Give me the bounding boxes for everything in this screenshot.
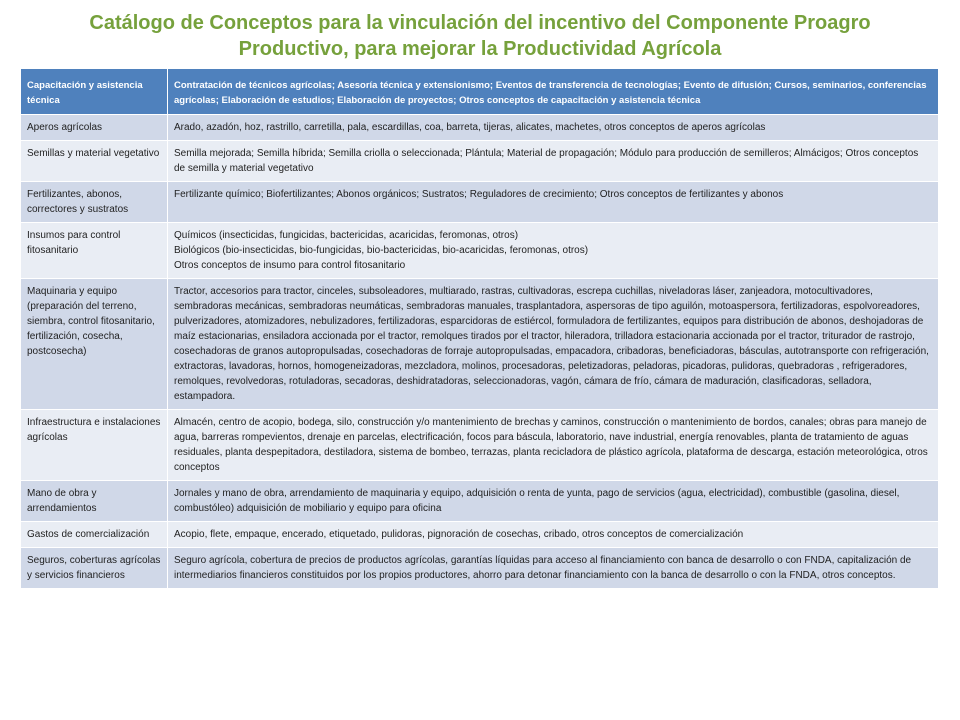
table-row xyxy=(21,481,939,522)
page-title xyxy=(0,10,960,62)
concepts-cell: Acopio, flete, empaque, encerado, etiquetado, pulidoras, pignoración de cosechas, cribado, otros conceptos de comercialización xyxy=(168,522,939,548)
concepts-cell: Seguro agrícola, cobertura de precios de productos agrícolas, garantías líquidas para acceso al financiamiento con banca de desarrollo o con FNDA, capitalización de intermediarios financieros constituidos por los propios productores, ahorro para detonar financiamiento con la banca de desarrollo o con la FNDA, otros conceptos. xyxy=(168,548,939,589)
concepts-cell xyxy=(168,223,939,279)
category-cell: Semillas y material vegetativo xyxy=(21,141,168,182)
page-title-line-2: Productivo, para mejorar la Productividad Agrícola xyxy=(238,38,722,60)
table-row xyxy=(21,141,939,182)
concepts-cell: Semilla mejorada; Semilla híbrida; Semilla criolla o seleccionada; Plántula; Material de propagación; Módulo para producción de semilleros; Almácigos; Otros conceptos de semilla y material vegetativo xyxy=(168,141,939,182)
concepts-cell: Arado, azadón, hoz, rastrillo, carretilla, pala, escardillas, coa, barreta, tijeras, alicates, machetes, otros conceptos de aperos agrícolas xyxy=(168,115,939,141)
page-title-line-1: Catálogo de Conceptos para la vinculación del incentivo del Componente Proagro xyxy=(89,12,871,34)
concept-line: Químicos (insecticidas, fungicidas, bactericidas, acaricidas, feromonas, otros) xyxy=(174,230,519,241)
table-row xyxy=(21,279,939,410)
category-cell: Capacitación y asistencia técnica xyxy=(21,69,168,115)
category-cell: Fertilizantes, abonos, correctores y sustratos xyxy=(21,182,168,223)
category-cell: Mano de obra y arrendamientos xyxy=(21,481,168,522)
concepts-cell: Almacén, centro de acopio, bodega, silo, construcción y/o mantenimiento de brechas y caminos, construcción o mantenimiento de bordos, canales; obras para manejo de agua, barreras rompevientos, drenaje en parcelas, electrificación, focos para báscula, laboratorio, nave industrial, energía renovables, planta de tratamiento de aguas residuales, planta despepitadora, destiladora, sistema de bombeo, terrazas, planta recicladora de plástico agrícola, plataforma de descarga, estación meteorológica, otros conceptos xyxy=(168,410,939,481)
concepts-cell: Jornales y mano de obra, arrendamiento de maquinaria y equipo, adquisición o renta de yunta, pago de servicios (agua, electricidad), combustible (gasolina, diesel, combustóleo) adquisición de mobiliario y equipo para oficina xyxy=(168,481,939,522)
concept-line: Biológicos (bio-insecticidas, bio-fungicidas, bio-bactericidas, bio-acaricidas, feromonas, otros) xyxy=(174,245,589,256)
table-row xyxy=(21,223,939,279)
category-cell: Maquinaria y equipo (preparación del terreno, siembra, control fitosanitario, fertilización, cosecha, postcosecha) xyxy=(21,279,168,410)
table-row xyxy=(21,548,939,589)
table-row xyxy=(21,410,939,481)
concepts-cell: Tractor, accesorios para tractor, cinceles, subsoleadores, multiarado, rastras, cultivadoras, escrepa cuchillas, niveladoras láser, zanjeadora, motocultivadores, sembradoras mecánicas, sembradoras neumáticas, sembradoras manuales, trasplantadora, aspersoras de tipo aguilón, motoaspersora, fertilizadoras, espolvoreadores, pulverizadores, atomizadores, nebulizadores, fertilizadoras, esparcidoras de estiércol, formuladora de fertilizantes, equipos para distribución de abonos, deshojadoras de maíz estacionarias, ensiladora accionada por el tractor, remolques tirados por el tractor, hileradora, trilladora estacionaria accionada por el tractor, triturador de rastrojo, cosechadoras de granos autopropulsadas, cosechadoras de forraje autopropulsadas, empacadora, cribadoras, beneficiadoras, básculas, autotransporte con refrigeración, extractoras, lavadoras, hornos, homogeneizadoras, mezcladora, molinos, procesadoras, peletizadoras, peladoras, picadoras, pulidoras, quebradoras , refrigeradores, remolques, revolvedoras, rotuladoras, secadoras, deshidratadoras, seleccionadoras, vagón, cámara de frío, cámara de maduración, clasificadoras, selladora, estampadora. xyxy=(168,279,939,410)
concept-line: Otros conceptos de insumo para control fitosanitario xyxy=(174,260,406,271)
category-cell: Infraestructura e instalaciones agrícolas xyxy=(21,410,168,481)
category-cell: Gastos de comercialización xyxy=(21,522,168,548)
category-cell: Insumos para control fitosanitario xyxy=(21,223,168,279)
category-cell: Aperos agrícolas xyxy=(21,115,168,141)
table-row xyxy=(21,115,939,141)
table-row xyxy=(21,182,939,223)
category-cell: Seguros, coberturas agrícolas y servicios financieros xyxy=(21,548,168,589)
concepts-cell: Contratación de técnicos agrícolas; Asesoría técnica y extensionismo; Eventos de transferencia de tecnologías; Evento de difusión; Cursos, seminarios, conferencias agrícolas; Elaboración de estudios; Elaboración de proyectos; Otros conceptos de capacitación y asistencia técnica xyxy=(168,69,939,115)
table-row xyxy=(21,522,939,548)
table-row xyxy=(21,69,939,115)
concepts-cell: Fertilizante químico; Biofertilizantes; Abonos orgánicos; Sustratos; Reguladores de crecimiento; Otros conceptos de fertilizantes y abonos xyxy=(168,182,939,223)
concepts-catalog-table xyxy=(20,68,939,589)
